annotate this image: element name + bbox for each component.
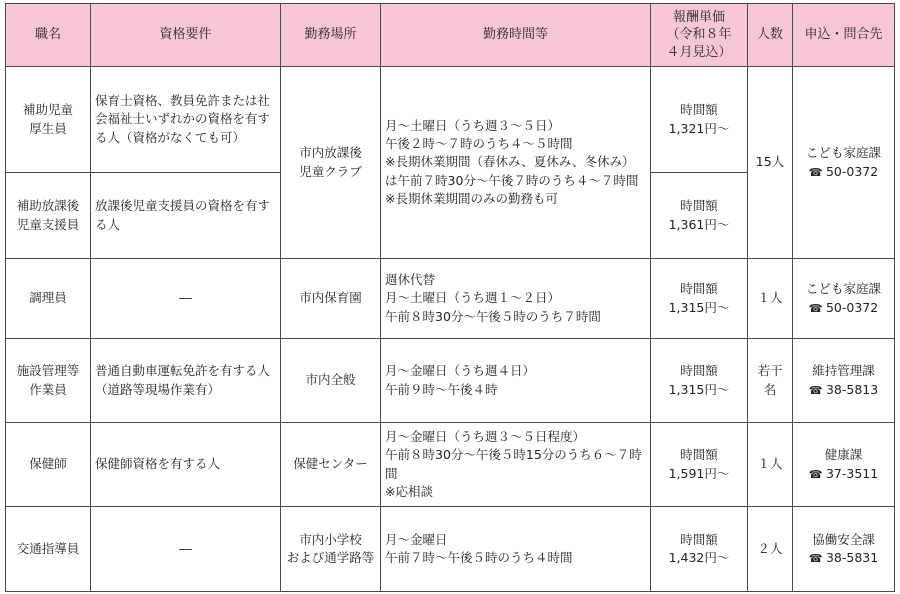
contact xyxy=(793,507,895,592)
table-row xyxy=(6,423,895,507)
contact-department: 協働安全課 xyxy=(812,531,875,547)
header-work-hours: 勤務時間等 xyxy=(381,4,651,67)
header-headcount: 人数 xyxy=(748,4,793,67)
contact xyxy=(793,339,895,423)
headcount: １人 xyxy=(748,259,793,339)
contact-phone: ☎ 38-5831 xyxy=(797,549,890,567)
work-location: 市内放課後 児童クラブ xyxy=(281,67,381,259)
pay-rate: 時間額 1,315円～ xyxy=(651,339,748,423)
job-title: 交通指導員 xyxy=(6,507,91,592)
job-title: 補助児童 厚生員 xyxy=(6,67,91,173)
work-hours: 月～金曜日（うち週４日） 午前９時～午後４時 xyxy=(381,339,651,423)
work-hours: 月～土曜日（うち週３～５日） 午後２時～７時のうち４～５時間 ※長期休業期間（春休み、夏休み、冬休み）は午前７時30分～午後７時のうち４～７時間 ※長期休業期間のみの勤務も可 xyxy=(381,67,651,259)
work-hours: 週休代替 月～土曜日（うち週１～２日） 午前８時30分～午後５時のうち７時間 xyxy=(381,259,651,339)
table-row xyxy=(6,339,895,423)
job-listing-table xyxy=(5,3,895,592)
contact-department: 維持管理課 xyxy=(812,363,875,379)
qualification: 保健師資格を有する人 xyxy=(91,423,281,507)
header-pay-rate: 報酬単価 （令和８年 ４月見込） xyxy=(651,4,748,67)
qualification: ― xyxy=(91,507,281,592)
headcount: 若干名 xyxy=(748,339,793,423)
header-work-location: 勤務場所 xyxy=(281,4,381,67)
headcount: 15人 xyxy=(748,67,793,259)
contact-department: 健康課 xyxy=(824,447,863,463)
contact xyxy=(793,423,895,507)
table-row xyxy=(6,507,895,592)
job-title: 保健師 xyxy=(6,423,91,507)
work-hours: 月～金曜日 午前７時～午後５時のうち４時間 xyxy=(381,507,651,592)
contact-phone: ☎ 50-0372 xyxy=(797,163,890,181)
work-location: 保健センター xyxy=(281,423,381,507)
job-title: 施設管理等 作業員 xyxy=(6,339,91,423)
pay-rate: 時間額 1,315円～ xyxy=(651,259,748,339)
work-location: 市内保育園 xyxy=(281,259,381,339)
work-location: 市内全般 xyxy=(281,339,381,423)
contact-phone: ☎ 50-0372 xyxy=(797,299,890,317)
work-location: 市内小学校 および通学路等 xyxy=(281,507,381,592)
contact xyxy=(793,259,895,339)
qualification: 普通自動車運転免許を有する人（道路等現場作業有） xyxy=(91,339,281,423)
contact xyxy=(793,67,895,259)
contact-department: こども家庭課 xyxy=(805,281,881,297)
table-row xyxy=(6,259,895,339)
pay-rate: 時間額 1,321円～ xyxy=(651,67,748,173)
contact-phone: ☎ 38-5813 xyxy=(797,381,890,399)
header-row xyxy=(6,4,895,67)
qualification: ― xyxy=(91,259,281,339)
pay-rate: 時間額 1,591円～ xyxy=(651,423,748,507)
headcount: ２人 xyxy=(748,507,793,592)
header-qualifications: 資格要件 xyxy=(91,4,281,67)
qualification: 放課後児童支援員の資格を有する人 xyxy=(91,173,281,259)
job-title: 調理員 xyxy=(6,259,91,339)
contact-phone: ☎ 37-3511 xyxy=(797,465,890,483)
pay-rate: 時間額 1,432円～ xyxy=(651,507,748,592)
pay-rate: 時間額 1,361円～ xyxy=(651,173,748,259)
work-hours: 月～金曜日（うち週３～５日程度） 午前８時30分～午後５時15分のうち６～７時間 ※応相談 xyxy=(381,423,651,507)
header-job-title: 職名 xyxy=(6,4,91,67)
table-row xyxy=(6,67,895,173)
contact-department: こども家庭課 xyxy=(805,145,881,161)
qualification: 保育士資格、教員免許または社会福祉士いずれかの資格を有する人（資格がなくても可） xyxy=(91,67,281,173)
headcount: １人 xyxy=(748,423,793,507)
job-title: 補助放課後 児童支援員 xyxy=(6,173,91,259)
header-contact: 申込・問合先 xyxy=(793,4,895,67)
